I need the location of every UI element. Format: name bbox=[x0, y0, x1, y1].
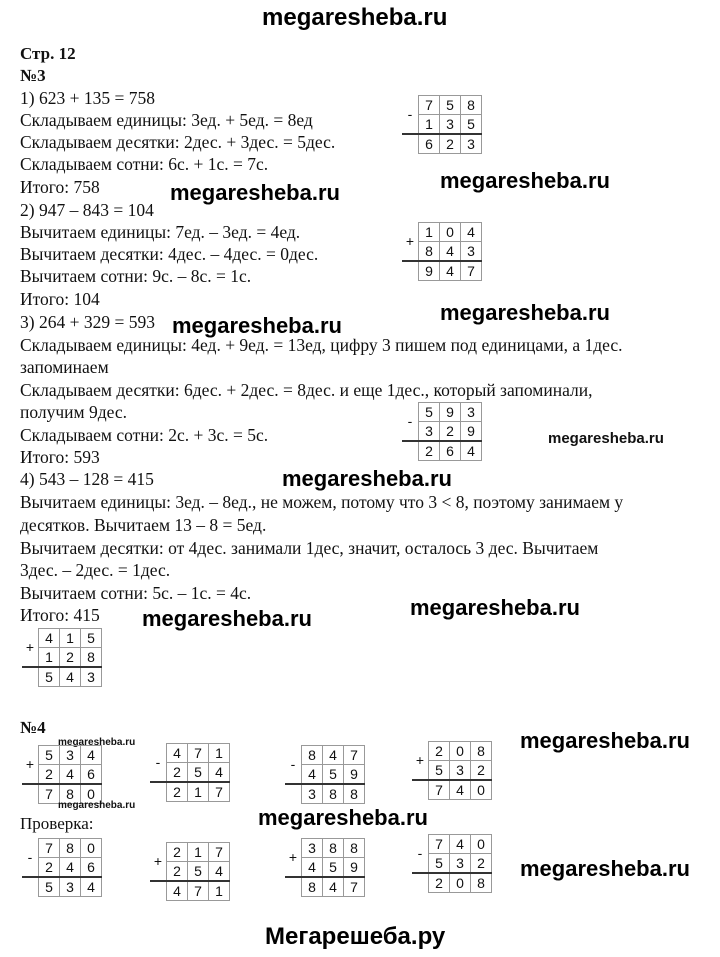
digit-cell: 4 bbox=[440, 261, 461, 281]
solution-line: 3дес. – 2дес. = 1дес. bbox=[20, 560, 171, 580]
operator-sign bbox=[150, 782, 167, 802]
digit-cell: 4 bbox=[167, 744, 188, 763]
digit-cell: 2 bbox=[429, 873, 450, 893]
watermark: megaresheba.ru bbox=[520, 856, 690, 881]
solution-line: Складываем единицы: 3ед. + 5ед. = 8ед bbox=[20, 110, 313, 130]
watermark: megaresheba.ru bbox=[258, 805, 428, 830]
digit-cell: 8 bbox=[344, 839, 365, 858]
operator-sign: - bbox=[27, 849, 33, 866]
digit-cell: 3 bbox=[440, 115, 461, 135]
digit-cell: 5 bbox=[419, 403, 440, 422]
operator-sign: + bbox=[288, 849, 298, 866]
digit-cell: 9 bbox=[344, 858, 365, 878]
digit-cell: 3 bbox=[461, 403, 482, 422]
digit-cell: 3 bbox=[419, 422, 440, 442]
watermark: megaresheba.ru bbox=[170, 180, 340, 205]
digit-cell: 0 bbox=[450, 742, 471, 761]
operator-sign: + bbox=[153, 853, 163, 870]
digit-cell: 8 bbox=[461, 96, 482, 115]
column-calc-4 bbox=[22, 628, 102, 687]
solution-line: десятков. Вычитаем 13 – 8 = 5ед. bbox=[20, 515, 267, 535]
solution-line: Вычитаем десятки: от 4дес. занимали 1дес, значит, осталось 3 дес. Вычитаем bbox=[20, 538, 599, 558]
digit-cell: 9 bbox=[344, 765, 365, 785]
digit-cell: 1 bbox=[188, 782, 209, 802]
watermark: megaresheba.ru bbox=[172, 313, 342, 338]
digit-cell: 3 bbox=[60, 877, 81, 897]
digit-cell: 9 bbox=[440, 403, 461, 422]
solution-line: 1) 623 + 135 = 758 bbox=[20, 88, 155, 108]
digit-cell: 7 bbox=[419, 96, 440, 115]
digit-cell: 2 bbox=[167, 862, 188, 882]
solution-line: Складываем единицы: 4ед. + 9ед. = 13ед, цифру 3 пишем под единицами, а 1дес. bbox=[20, 335, 623, 355]
digit-cell: 0 bbox=[471, 780, 492, 800]
digit-cell: 6 bbox=[440, 441, 461, 461]
digit-cell: 1 bbox=[39, 648, 60, 668]
digit-cell: 4 bbox=[323, 746, 344, 765]
digit-cell: 0 bbox=[81, 839, 102, 858]
digit-cell: 3 bbox=[302, 839, 323, 858]
column-calc-t4d bbox=[412, 741, 492, 800]
solution-line: Итого: 415 bbox=[20, 605, 100, 625]
solution-line: Складываем десятки: 2дес. + 3дес. = 5дес. bbox=[20, 132, 336, 152]
digit-cell: 5 bbox=[461, 115, 482, 135]
digit-cell: 4 bbox=[167, 881, 188, 901]
solution-line: Вычитаем единицы: 3ед. – 8ед., не можем, потому что 3 < 8, поэтому занимаем у bbox=[20, 492, 624, 512]
digit-cell: 9 bbox=[419, 261, 440, 281]
watermark: megaresheba.ru bbox=[142, 606, 312, 631]
digit-cell: 4 bbox=[450, 780, 471, 800]
digit-cell: 7 bbox=[209, 782, 230, 802]
digit-cell: 4 bbox=[461, 441, 482, 461]
operator-sign: - bbox=[155, 754, 161, 771]
digit-cell: 5 bbox=[440, 96, 461, 115]
operator-sign: + bbox=[25, 756, 35, 773]
page-heading: Стр. 12 bbox=[20, 44, 76, 63]
digit-cell: 7 bbox=[461, 261, 482, 281]
digit-cell: 9 bbox=[461, 422, 482, 442]
operator-sign bbox=[402, 441, 419, 461]
digit-cell: 4 bbox=[209, 763, 230, 783]
watermark-top: megaresheba.ru bbox=[262, 4, 448, 31]
digit-cell: 2 bbox=[167, 782, 188, 802]
solution-line: Итого: 593 bbox=[20, 447, 100, 467]
digit-cell: 1 bbox=[188, 843, 209, 862]
watermark-small: megaresheba.ru bbox=[58, 737, 136, 748]
digit-cell: 1 bbox=[209, 881, 230, 901]
operator-sign bbox=[285, 784, 302, 804]
digit-cell: 1 bbox=[60, 629, 81, 648]
operator-sign: - bbox=[290, 756, 296, 773]
check-label: Проверка: bbox=[20, 814, 94, 833]
solution-line: запоминаем bbox=[20, 357, 109, 377]
digit-cell: 3 bbox=[461, 242, 482, 262]
operator-sign bbox=[150, 881, 167, 901]
solution-line: 2) 947 – 843 = 104 bbox=[20, 200, 154, 220]
digit-cell: 3 bbox=[81, 667, 102, 687]
digit-cell: 8 bbox=[471, 873, 492, 893]
digit-cell: 4 bbox=[60, 667, 81, 687]
digit-cell: 5 bbox=[39, 746, 60, 765]
digit-cell: 8 bbox=[60, 784, 81, 804]
column-calc-1 bbox=[402, 95, 482, 154]
operator-sign: - bbox=[407, 413, 413, 430]
column-calc-3 bbox=[402, 402, 482, 461]
column-calc-t4a bbox=[22, 745, 102, 804]
digit-cell: 8 bbox=[302, 746, 323, 765]
watermark: megaresheba.ru bbox=[520, 728, 690, 753]
column-calc-k3 bbox=[285, 838, 365, 897]
digit-cell: 2 bbox=[429, 742, 450, 761]
solution-line: Складываем сотни: 2с. + 3с. = 5с. bbox=[20, 425, 269, 445]
digit-cell: 0 bbox=[81, 784, 102, 804]
operator-sign bbox=[285, 877, 302, 897]
digit-cell: 4 bbox=[302, 858, 323, 878]
operator-sign: + bbox=[405, 233, 415, 250]
solution-line: Итого: 104 bbox=[20, 289, 100, 309]
digit-cell: 2 bbox=[419, 441, 440, 461]
digit-cell: 4 bbox=[81, 877, 102, 897]
digit-cell: 6 bbox=[81, 765, 102, 785]
digit-cell: 8 bbox=[302, 877, 323, 897]
operator-sign bbox=[22, 667, 39, 687]
digit-cell: 7 bbox=[429, 835, 450, 854]
digit-cell: 7 bbox=[209, 843, 230, 862]
watermark-small: megaresheba.ru bbox=[58, 800, 136, 811]
digit-cell: 7 bbox=[429, 780, 450, 800]
solution-line: Вычитаем десятки: 4дес. – 4дес. = 0дес. bbox=[20, 244, 319, 264]
digit-cell: 5 bbox=[39, 667, 60, 687]
digit-cell: 5 bbox=[323, 858, 344, 878]
operator-sign bbox=[412, 780, 429, 800]
digit-cell: 3 bbox=[302, 784, 323, 804]
digit-cell: 5 bbox=[39, 877, 60, 897]
digit-cell: 5 bbox=[188, 763, 209, 783]
digit-cell: 4 bbox=[60, 765, 81, 785]
digit-cell: 6 bbox=[81, 858, 102, 878]
watermark: megaresheba.ru bbox=[440, 168, 610, 193]
operator-sign: - bbox=[407, 106, 413, 123]
digit-cell: 3 bbox=[60, 746, 81, 765]
watermark-small: megaresheba.ru bbox=[548, 430, 664, 447]
digit-cell: 4 bbox=[440, 242, 461, 262]
digit-cell: 8 bbox=[344, 784, 365, 804]
digit-cell: 4 bbox=[302, 765, 323, 785]
digit-cell: 1 bbox=[209, 744, 230, 763]
digit-cell: 7 bbox=[39, 839, 60, 858]
watermark: megaresheba.ru bbox=[282, 466, 452, 491]
digit-cell: 4 bbox=[60, 858, 81, 878]
digit-cell: 2 bbox=[440, 422, 461, 442]
watermark-bottom: Мегарешеба.ру bbox=[265, 923, 446, 950]
solution-line: Вычитаем сотни: 9с. – 8с. = 1с. bbox=[20, 266, 252, 286]
digit-cell: 2 bbox=[167, 843, 188, 862]
watermark: megaresheba.ru bbox=[410, 595, 580, 620]
operator-sign: - bbox=[417, 845, 423, 862]
operator-sign bbox=[402, 261, 419, 281]
column-calc-k1 bbox=[22, 838, 102, 897]
digit-cell: 7 bbox=[188, 744, 209, 763]
digit-cell: 5 bbox=[81, 629, 102, 648]
operator-sign bbox=[412, 873, 429, 893]
digit-cell: 7 bbox=[39, 784, 60, 804]
column-calc-k4 bbox=[412, 834, 492, 893]
digit-cell: 5 bbox=[429, 761, 450, 781]
digit-cell: 8 bbox=[323, 839, 344, 858]
column-calc-t4b bbox=[150, 743, 230, 802]
digit-cell: 5 bbox=[188, 862, 209, 882]
operator-sign bbox=[22, 784, 39, 804]
digit-cell: 7 bbox=[344, 746, 365, 765]
task-4-heading: №4 bbox=[20, 718, 46, 737]
digit-cell: 3 bbox=[461, 134, 482, 154]
digit-cell: 8 bbox=[323, 784, 344, 804]
watermark: megaresheba.ru bbox=[440, 300, 610, 325]
digit-cell: 1 bbox=[419, 223, 440, 242]
solution-line: Итого: 758 bbox=[20, 177, 100, 197]
digit-cell: 0 bbox=[471, 835, 492, 854]
digit-cell: 0 bbox=[450, 873, 471, 893]
digit-cell: 5 bbox=[429, 854, 450, 874]
digit-cell: 4 bbox=[81, 746, 102, 765]
digit-cell: 4 bbox=[39, 629, 60, 648]
digit-cell: 8 bbox=[471, 742, 492, 761]
digit-cell: 5 bbox=[323, 765, 344, 785]
digit-cell: 4 bbox=[461, 223, 482, 242]
digit-cell: 4 bbox=[450, 835, 471, 854]
digit-cell: 7 bbox=[344, 877, 365, 897]
digit-cell: 4 bbox=[209, 862, 230, 882]
solution-line: Складываем десятки: 6дес. + 2дес. = 8дес. и еще 1дес., который запоминали, bbox=[20, 380, 593, 400]
digit-cell: 2 bbox=[471, 761, 492, 781]
digit-cell: 7 bbox=[188, 881, 209, 901]
digit-cell: 2 bbox=[471, 854, 492, 874]
digit-cell: 0 bbox=[440, 223, 461, 242]
column-calc-k2 bbox=[150, 842, 230, 901]
operator-sign bbox=[22, 877, 39, 897]
operator-sign bbox=[402, 134, 419, 154]
digit-cell: 2 bbox=[60, 648, 81, 668]
operator-sign: + bbox=[25, 639, 35, 656]
solution-line: 3) 264 + 329 = 593 bbox=[20, 312, 155, 332]
digit-cell: 2 bbox=[167, 763, 188, 783]
solution-line: Складываем сотни: 6с. + 1с. = 7с. bbox=[20, 154, 269, 174]
solution-line: получим 9дес. bbox=[20, 402, 127, 422]
digit-cell: 2 bbox=[39, 765, 60, 785]
digit-cell: 2 bbox=[440, 134, 461, 154]
solution-line: 4) 543 – 128 = 415 bbox=[20, 469, 154, 489]
digit-cell: 8 bbox=[81, 648, 102, 668]
digit-cell: 4 bbox=[323, 877, 344, 897]
digit-cell: 6 bbox=[419, 134, 440, 154]
digit-cell: 2 bbox=[39, 858, 60, 878]
solution-line: Вычитаем сотни: 5с. – 1с. = 4с. bbox=[20, 583, 252, 603]
digit-cell: 3 bbox=[450, 761, 471, 781]
task-3-heading: №3 bbox=[20, 66, 46, 85]
column-calc-2 bbox=[402, 222, 482, 281]
solution-line: Вычитаем единицы: 7ед. – 3ед. = 4ед. bbox=[20, 222, 301, 242]
column-calc-t4c bbox=[285, 745, 365, 804]
digit-cell: 1 bbox=[419, 115, 440, 135]
digit-cell: 8 bbox=[60, 839, 81, 858]
digit-cell: 8 bbox=[419, 242, 440, 262]
digit-cell: 3 bbox=[450, 854, 471, 874]
operator-sign: + bbox=[415, 752, 425, 769]
